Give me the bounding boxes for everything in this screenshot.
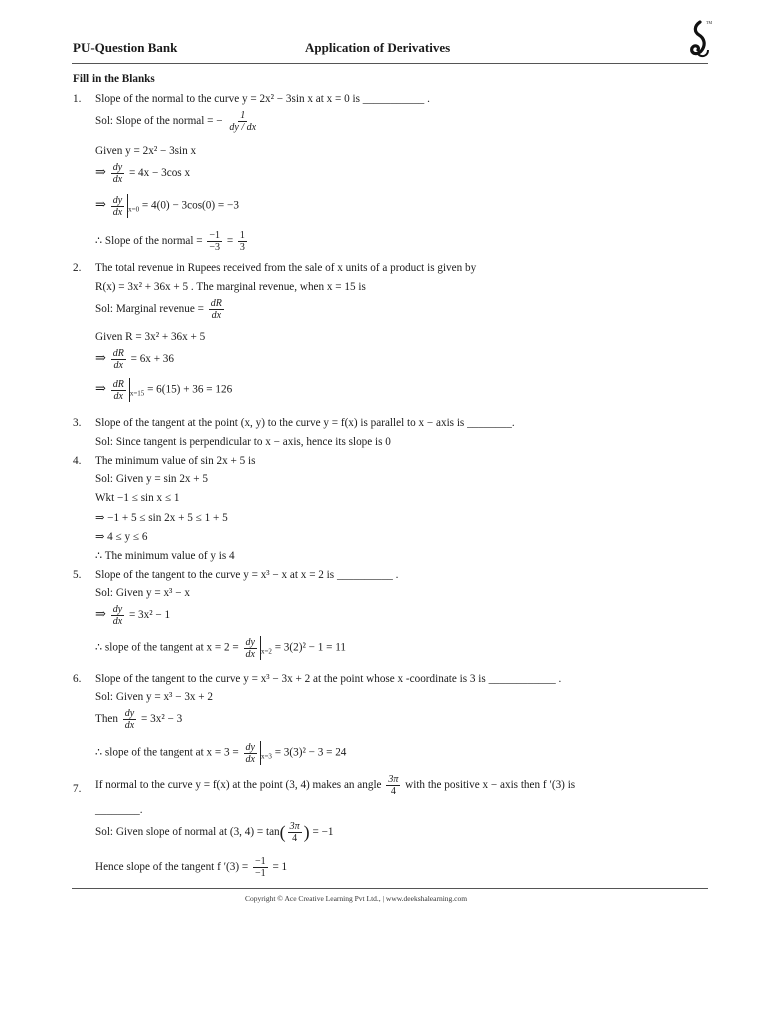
q7-hence: Hence slope of the tangent f ′(3) = $\frac{-1}{-1}$ = 1 bbox=[95, 856, 288, 879]
q4-wkt: Wkt −1 ≤ sin x ≤ 1 bbox=[95, 492, 180, 504]
brand-logo bbox=[684, 20, 714, 62]
q2-solution: Sol: Marginal revenue = $\frac{dR}{dx}$ bbox=[95, 298, 222, 321]
trademark-mark: TM bbox=[706, 20, 712, 25]
q1-step2: ⇒ $\frac{dy}{dx}$ $_{x=0}$ = 4(0) − 3cos(0) = −3 bbox=[95, 194, 239, 218]
q1-question: Slope of the normal to the curve y = 2x² − 3sin x at x = 0 is ___________ . bbox=[95, 93, 430, 105]
header-left-title: PU-Question Bank bbox=[73, 40, 178, 55]
q6-solution: Sol: Given y = x³ − 3x + 2 bbox=[95, 691, 213, 703]
q6-number: 6. bbox=[73, 673, 82, 685]
q2-number: 2. bbox=[73, 262, 82, 274]
q5-solution: Sol: Given y = x³ − x bbox=[95, 587, 190, 599]
q3-solution: Sol: Since tangent is perpendicular to x − axis, hence its slope is 0 bbox=[95, 436, 391, 448]
q2-given: Given R = 3x² + 36x + 5 bbox=[95, 331, 206, 343]
q4-question: The minimum value of sin 2x + 5 is bbox=[95, 455, 256, 467]
q6-step1: Then $\frac{dy}{dx}$ = 3x² − 3 bbox=[95, 708, 183, 731]
q4-step2: ⇒ 4 ≤ y ≤ 6 bbox=[95, 531, 148, 543]
q4-step3: ∴ The minimum value of y is 4 bbox=[95, 550, 235, 562]
q4-number: 4. bbox=[73, 455, 82, 467]
q2-question-line2: R(x) = 3x² + 36x + 5 . The marginal revenue, when x = 15 is bbox=[95, 281, 366, 293]
q3-number: 3. bbox=[73, 417, 82, 429]
q1-number: 1. bbox=[73, 93, 82, 105]
q7-blank: ________. bbox=[95, 804, 143, 816]
q4-solution: Sol: Given y = sin 2x + 5 bbox=[95, 473, 209, 485]
q2-step2: ⇒ $\frac{dR}{dx}$ $_{x=15}$ = 6(15) + 36 = 126 bbox=[95, 378, 233, 402]
q5-step2: ∴ slope of the tangent at x = 2 = $\frac{dy}{dx}$ $_{x=2}$ = 3(2)² − 1 = 11 bbox=[95, 636, 346, 660]
q2-question: The total revenue in Rupees received from the sale of x units of a product is given by bbox=[95, 262, 477, 274]
q6-step2: ∴ slope of the tangent at x = 3 = $\frac{dy}{dx}$ $_{x=3}$ = 3(3)² − 3 = 24 bbox=[95, 741, 347, 765]
header-center-title: Application of Derivatives bbox=[305, 40, 451, 55]
q3-question: Slope of the tangent at the point (x, y) to the curve y = f(x) is parallel to x − axis is ________. bbox=[95, 417, 515, 429]
q1-given: Given y = 2x² − 3sin x bbox=[95, 145, 197, 157]
q6-question: Slope of the tangent to the curve y = x³ − 3x + 2 at the point whose x -coordinate is 3 is ____________ . bbox=[95, 673, 562, 685]
footer-rule bbox=[72, 888, 708, 889]
footer-copyright: Copyright © Ace Creative Learning Pvt Ltd., | www.deekshalearning.com bbox=[245, 894, 468, 903]
q5-question: Slope of the tangent to the curve y = x³ − x at x = 2 is __________ . bbox=[95, 569, 399, 581]
q5-number: 5. bbox=[73, 569, 82, 581]
q5-step1: ⇒ $\frac{dy}{dx}$ = 3x² − 1 bbox=[95, 604, 171, 627]
q1-step3: ∴ Slope of the normal = $\frac{-1}{-3}$ = $\frac{1}{3}$ bbox=[95, 230, 245, 253]
q4-step1: ⇒ −1 + 5 ≤ sin 2x + 5 ≤ 1 + 5 bbox=[95, 512, 228, 524]
q7-number: 7. bbox=[73, 783, 82, 795]
q7-solution: Sol: Given slope of normal at (3, 4) = tan( $\frac{3\pi}{4}$ ) = −1 bbox=[95, 821, 334, 844]
q1-step1: ⇒ $\frac{dy}{dx}$ = 4x − 3cos x bbox=[95, 162, 191, 185]
q1-solution: Sol: Slope of the normal = − $\frac{1}{dy / dx}$ bbox=[95, 110, 257, 133]
q2-step1: ⇒ $\frac{dR}{dx}$ = 6x + 36 bbox=[95, 348, 174, 371]
header-rule bbox=[72, 63, 708, 64]
q7-question: If normal to the curve y = f(x) at the point (3, 4) makes an angle $\frac{3\pi}{4}$ with the positive x − axis then f ′(3) is bbox=[95, 774, 576, 797]
section-title: Fill in the Blanks bbox=[73, 73, 155, 85]
